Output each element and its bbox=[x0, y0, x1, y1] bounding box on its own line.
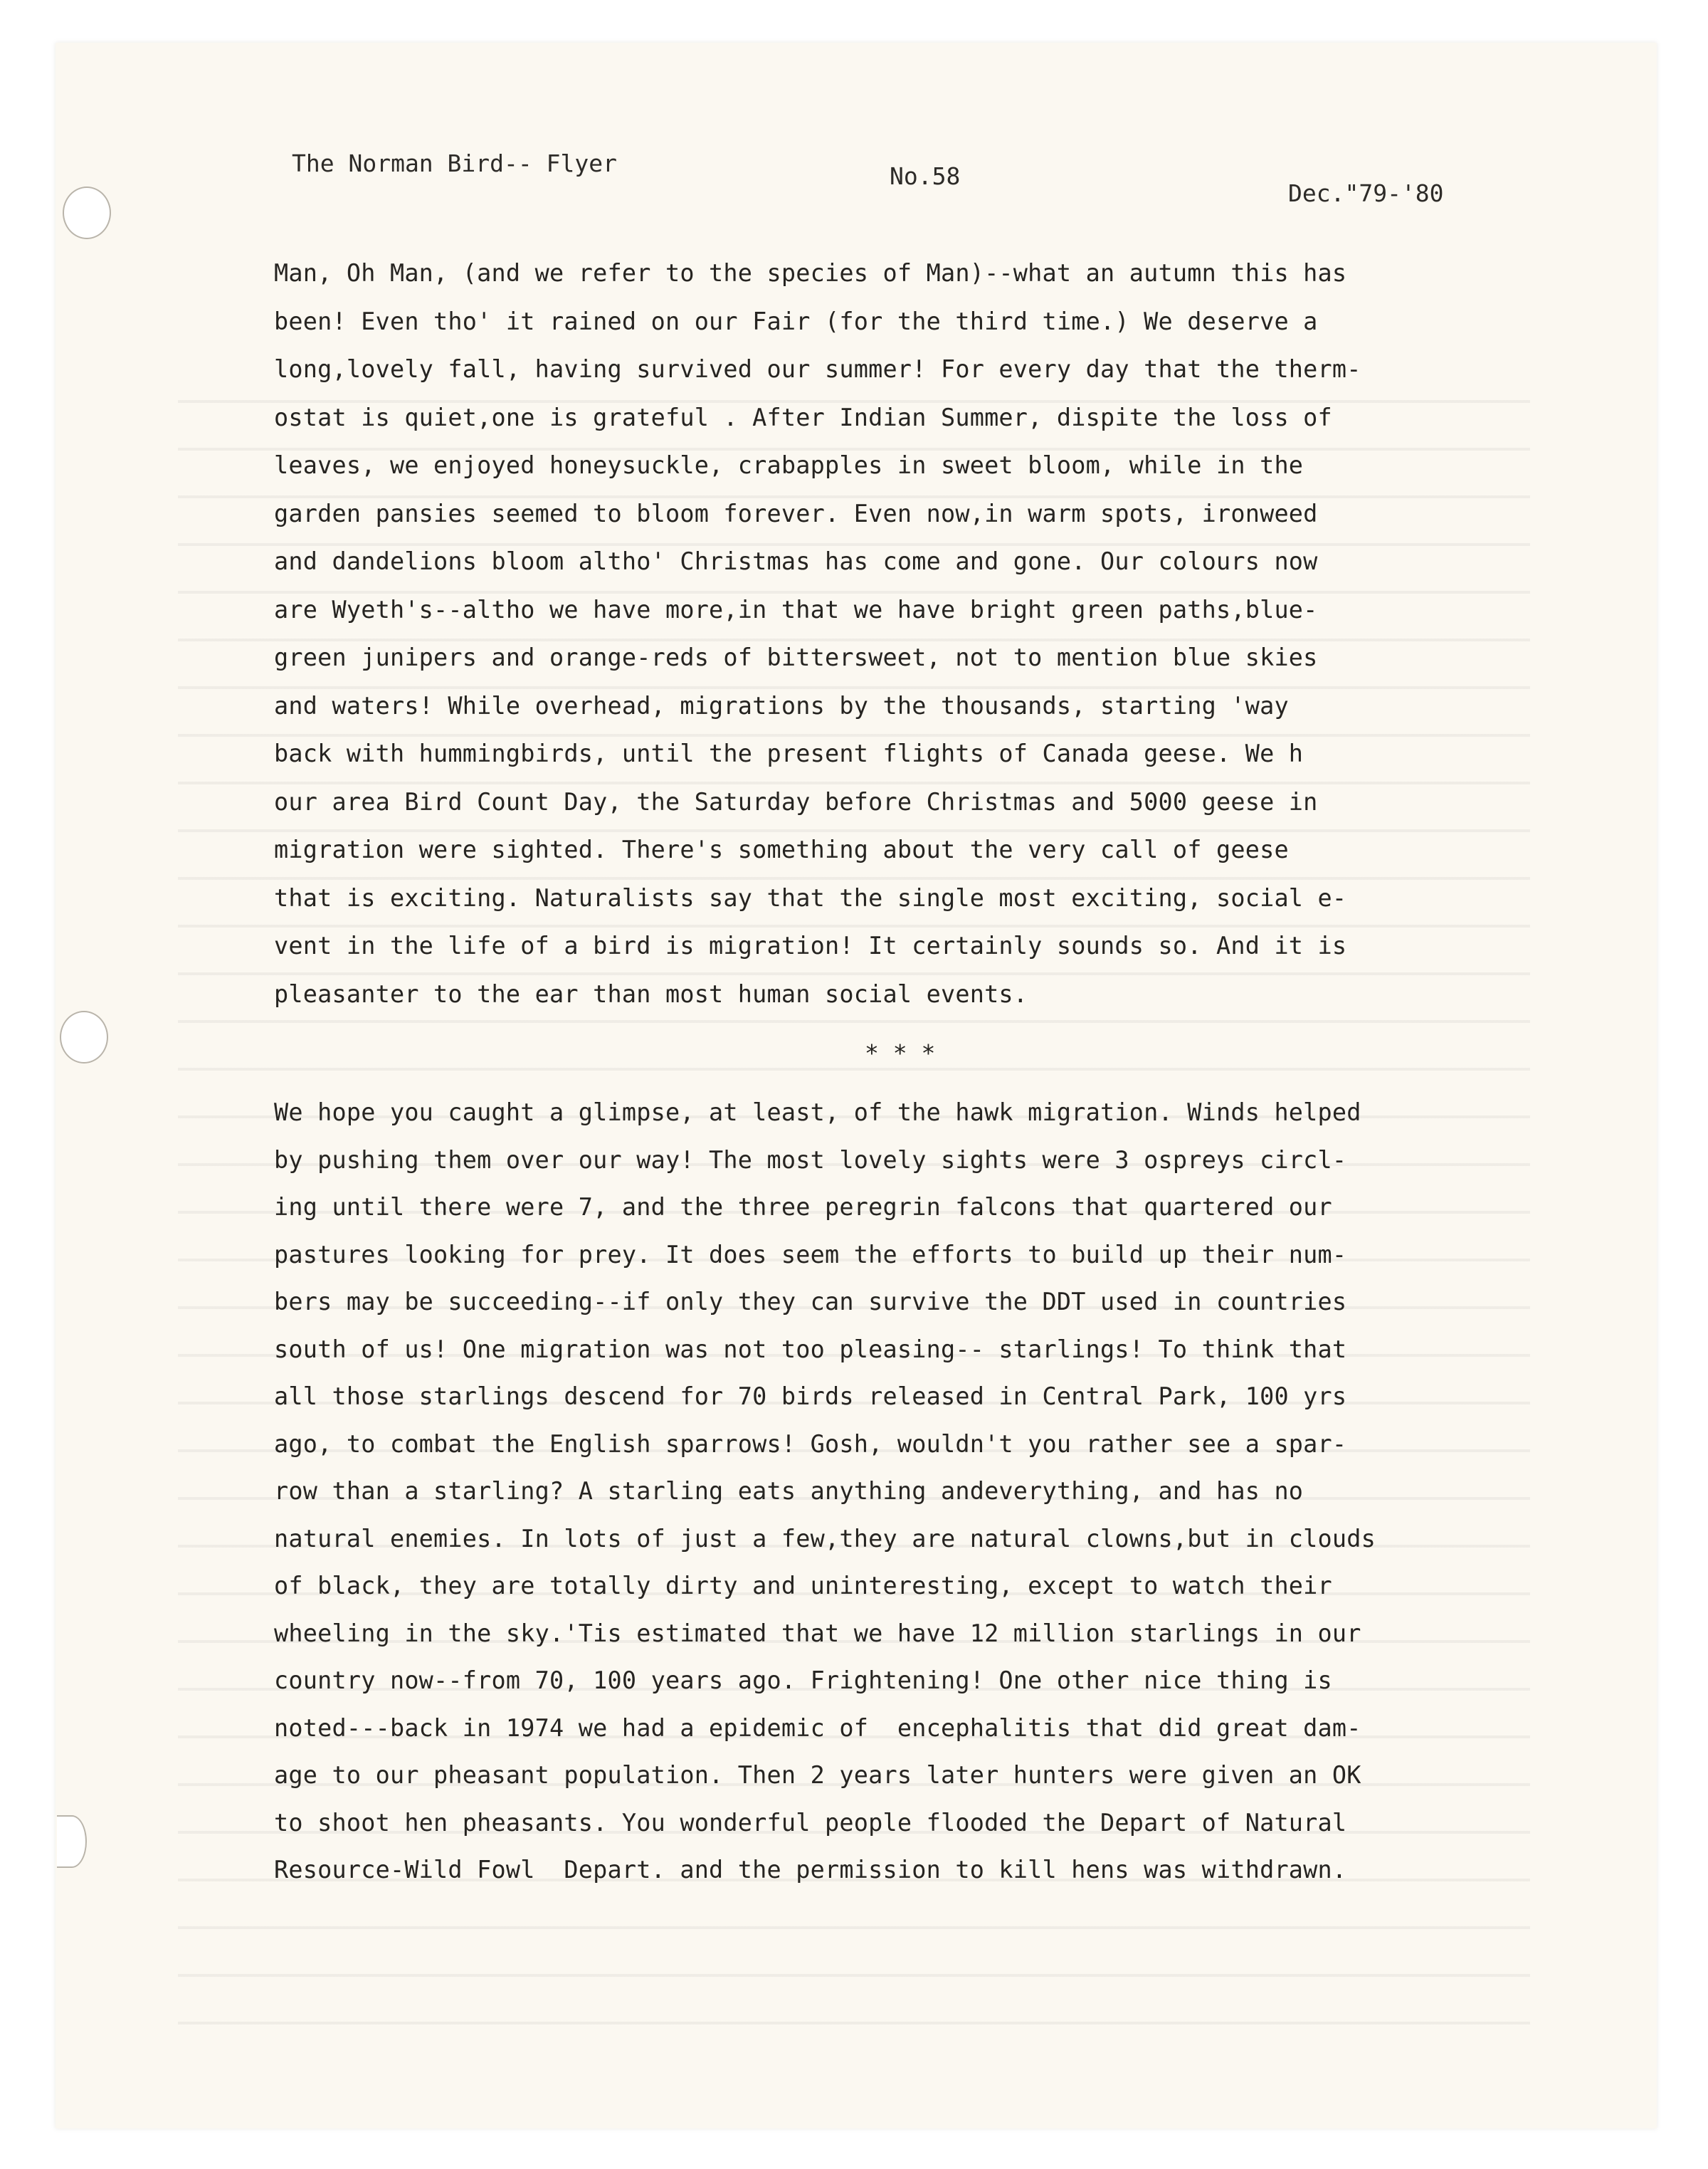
section-separator: * * * bbox=[865, 1039, 936, 1067]
punch-hole-middle bbox=[60, 1011, 108, 1064]
text-line: long,lovely fall, having survived our summer! For every day that the therm- bbox=[274, 355, 1361, 383]
text-line: garden pansies seemed to bloom forever. Even now,in warm spots, ironweed bbox=[274, 499, 1318, 527]
text-line: natural enemies. In lots of just a few,they are natural clowns,but in clouds bbox=[274, 1524, 1376, 1553]
punch-hole-top bbox=[63, 187, 111, 239]
paragraph-migration bbox=[274, 1089, 1519, 1894]
issue-date: Dec."79-'80 bbox=[1288, 179, 1444, 207]
text-line: are Wyeth's--altho we have more,in that we have bright green paths,blue- bbox=[274, 595, 1318, 624]
text-line: pastures looking for prey. It does seem the efforts to build up their num- bbox=[274, 1240, 1347, 1269]
text-line: ing until there were 7, and the three peregrin falcons that quartered our bbox=[274, 1193, 1332, 1221]
text-line: noted---back in 1974 we had a epidemic of encephalitis that did great dam- bbox=[274, 1713, 1361, 1742]
text-line: bers may be succeeding--if only they can survive the DDT used in countries bbox=[274, 1288, 1347, 1315]
text-line: ostat is quiet,one is grateful . After Indian Summer, dispite the loss of bbox=[274, 403, 1332, 431]
text-line: of black, they are totally dirty and uninteresting, except to watch their bbox=[274, 1572, 1332, 1600]
text-line: that is exciting. Naturalists say that the single most exciting, social e- bbox=[274, 883, 1347, 912]
text-line: country now--from 70, 100 years ago. Frightening! One other nice thing is bbox=[274, 1666, 1332, 1694]
text-line: and dandelions bloom altho' Christmas has come and gone. Our colours now bbox=[274, 547, 1318, 575]
text-line: and waters! While overhead, migrations by the thousands, starting 'way bbox=[274, 691, 1289, 720]
text-line: row than a starling? A starling eats anything andeverything, and has no bbox=[274, 1477, 1304, 1505]
text-line: leaves, we enjoyed honeysuckle, crabapples in sweet bloom, while in the bbox=[274, 451, 1304, 479]
text-line: migration were sighted. There's something about the very call of geese bbox=[274, 836, 1289, 863]
text-line: Resource-Wild Fowl Depart. and the permission to kill hens was withdrawn. bbox=[274, 1856, 1347, 1884]
text-line: vent in the life of a bird is migration! It certainly sounds so. And it is bbox=[274, 932, 1347, 960]
text-line: all those starlings descend for 70 birds released in Central Park, 100 yrs bbox=[274, 1382, 1347, 1410]
text-line: been! Even tho' it rained on our Fair (for the third time.) We deserve a bbox=[274, 307, 1318, 335]
text-line: to shoot hen pheasants. You wonderful people flooded the Depart of Natural bbox=[274, 1808, 1347, 1837]
text-line: ago, to combat the English sparrows! Gosh, wouldn't you rather see a spar- bbox=[274, 1429, 1347, 1458]
text-line: wheeling in the sky.'Tis estimated that we have 12 million starlings in our bbox=[274, 1619, 1361, 1647]
paragraph-autumn bbox=[274, 249, 1519, 1018]
text-line: We hope you caught a glimpse, at least, of the hawk migration. Winds helped bbox=[274, 1098, 1361, 1126]
text-line: pleasanter to the ear than most human social events. bbox=[274, 980, 1028, 1008]
text-line: south of us! One migration was not too pleasing-- starlings! To think that bbox=[274, 1335, 1347, 1363]
issue-number: No.58 bbox=[890, 162, 961, 190]
text-line: back with hummingbirds, until the present flights of Canada geese. We h bbox=[274, 740, 1304, 767]
newsletter-title: The Norman Bird-- Flyer bbox=[292, 149, 617, 177]
text-line: green junipers and orange-reds of bittersweet, not to mention blue skies bbox=[274, 644, 1318, 671]
text-line: by pushing them over our way! The most lovely sights were 3 ospreys circl- bbox=[274, 1145, 1347, 1174]
text-line: age to our pheasant population. Then 2 years later hunters were given an OK bbox=[274, 1761, 1361, 1789]
punch-hole-bottom bbox=[57, 1815, 87, 1868]
text-line: Man, Oh Man, (and we refer to the species of Man)--what an autumn this has bbox=[274, 259, 1347, 287]
text-line: our area Bird Count Day, the Saturday before Christmas and 5000 geese in bbox=[274, 787, 1318, 816]
